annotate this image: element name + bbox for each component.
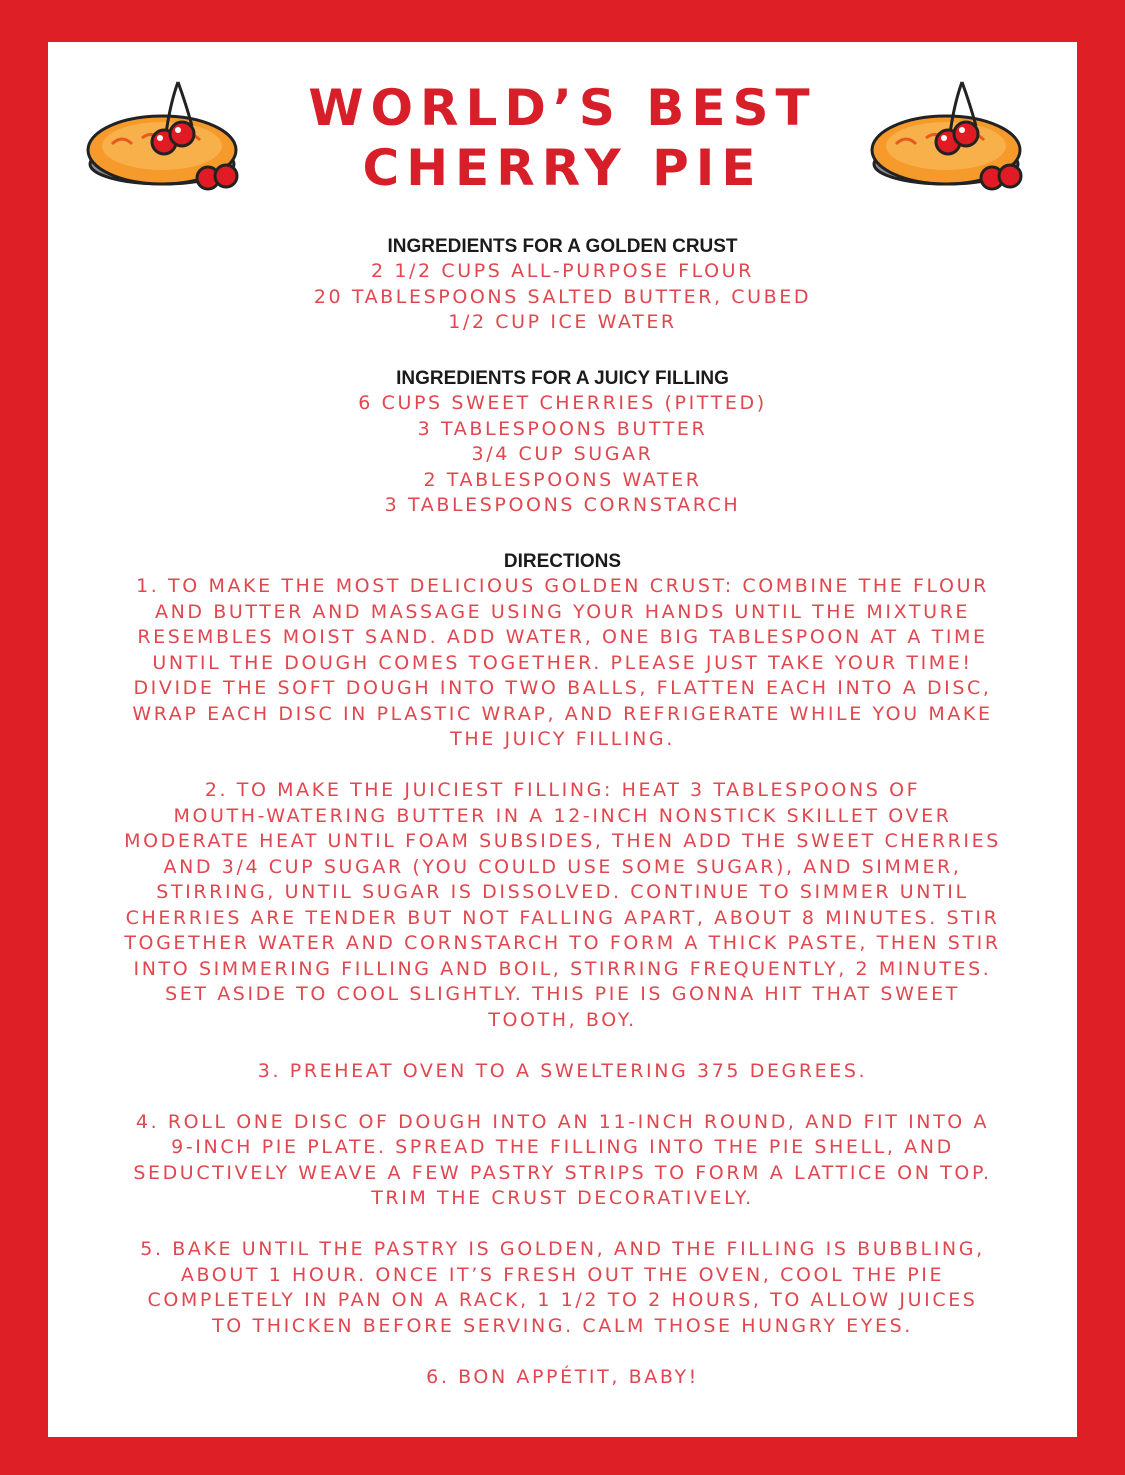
direction-line: TRIM THE CRUST DECORATIVELY. <box>371 1187 754 1209</box>
direction-line: AND 3/4 CUP SUGAR (YOU COULD USE SOME SUGAR), AND SIMMER, <box>163 855 962 878</box>
filling-section <box>48 366 1077 519</box>
direction-line: SEDUCTIVELY WEAVE A FEW PASTRY STRIPS TO FORM A LATTICE ON TOP. <box>133 1161 992 1184</box>
direction-line: UNTIL THE DOUGH COMES TOGETHER. PLEASE JUST TAKE YOUR TIME! <box>152 651 973 674</box>
crust-section <box>48 234 1077 336</box>
ingredient-item: 3/4 CUP SUGAR <box>471 443 654 465</box>
direction-line: CHERRIES ARE TENDER BUT NOT FALLING APART, ABOUT 8 MINUTES. STIR <box>125 906 1000 929</box>
direction-line: DIVIDE THE SOFT DOUGH INTO TWO BALLS, FLATTEN EACH INTO A DISC, <box>133 677 992 699</box>
direction-line: 1. TO MAKE THE MOST DELICIOUS GOLDEN CRUST: COMBINE THE FLOUR <box>136 575 989 597</box>
direction-line: 4. ROLL ONE DISC OF DOUGH INTO AN 11-INCH ROUND, AND FIT INTO A <box>135 1110 990 1133</box>
page-title <box>48 78 1077 198</box>
direction-line: TOOTH, BOY. <box>488 1008 637 1031</box>
direction-line: THE JUICY FILLING. <box>450 728 675 750</box>
crust-heading: INGREDIENTS FOR A GOLDEN CRUST <box>387 236 738 257</box>
direction-line: COMPLETELY IN PAN ON A RACK, 1 1/2 TO 2 HOURS, TO ALLOW JUICES <box>147 1289 978 1311</box>
direction-step <box>48 778 1077 1033</box>
direction-line: 9-INCH PIE PLATE. SPREAD THE FILLING INTO THE PIE SHELL, AND <box>171 1136 954 1158</box>
direction-line: INTO SIMMERING FILLING AND BOIL, STIRRING FREQUENTLY, 2 MINUTES. <box>133 957 992 980</box>
direction-line: MOUTH-WATERING BUTTER IN A 12-INCH NONSTICK SKILLET OVER <box>173 804 952 827</box>
ingredient-item: 20 TABLESPOONS SALTED BUTTER, CUBED <box>313 285 812 308</box>
direction-line: SET ASIDE TO COOL SLIGHTLY. THIS PIE IS GONNA HIT THAT SWEET <box>165 983 960 1005</box>
recipe-card <box>48 42 1077 1437</box>
ingredient-item: 2 TABLESPOONS WATER <box>423 468 702 491</box>
direction-line: WRAP EACH DISC IN PLASTIC WRAP, AND REFRIGERATE WHILE YOU MAKE <box>132 702 993 725</box>
ingredient-item: 6 CUPS SWEET CHERRIES (PITTED) <box>358 392 767 414</box>
direction-step <box>48 574 1077 753</box>
ingredient-item: 3 TABLESPOONS BUTTER <box>417 417 708 440</box>
ingredient-item: 3 TABLESPOONS CORNSTARCH <box>384 494 741 516</box>
direction-step <box>48 1059 1077 1085</box>
direction-line: AND BUTTER AND MASSAGE USING YOUR HANDS UNTIL THE MIXTURE <box>154 600 971 623</box>
direction-line: TO THICKEN BEFORE SERVING. CALM THOSE HUNGRY EYES. <box>212 1314 913 1337</box>
filling-heading: INGREDIENTS FOR A JUICY FILLING <box>396 368 729 389</box>
direction-line: RESEMBLES MOIST SAND. ADD WATER, ONE BIG TABLESPOON AT A TIME <box>137 626 988 648</box>
title-line-1: WORLD’S BEST <box>308 79 817 137</box>
direction-step <box>48 1110 1077 1212</box>
direction-line: 3. PREHEAT OVEN TO A SWELTERING 375 DEGREES. <box>257 1059 868 1082</box>
ingredient-item: 2 1/2 CUPS ALL-PURPOSE FLOUR <box>371 260 754 282</box>
direction-line: ABOUT 1 HOUR. ONCE IT’S FRESH OUT THE OVEN, COOL THE PIE <box>180 1263 945 1286</box>
direction-line: 5. BAKE UNTIL THE PASTRY IS GOLDEN, AND THE FILLING IS BUBBLING, <box>140 1238 985 1260</box>
direction-line: STIRRING, UNTIL SUGAR IS DISSOLVED. CONTINUE TO SIMMER UNTIL <box>156 881 969 903</box>
title-line-2: CHERRY PIE <box>362 139 763 197</box>
direction-line: TOGETHER WATER AND CORNSTARCH TO FORM A THICK PASTE, THEN STIR <box>124 932 1001 954</box>
direction-line: 2. TO MAKE THE JUICIEST FILLING: HEAT 3 TABLESPOONS OF <box>204 779 921 801</box>
directions-section <box>48 549 1077 1416</box>
direction-step <box>48 1237 1077 1339</box>
direction-step <box>48 1365 1077 1391</box>
directions-heading: DIRECTIONS <box>503 551 622 572</box>
direction-line: 6. BON APPÉTIT, BABY! <box>426 1365 699 1388</box>
direction-line: MODERATE HEAT UNTIL FOAM SUBSIDES, THEN ADD THE SWEET CHERRIES <box>124 830 1001 852</box>
ingredient-item: 1/2 CUP ICE WATER <box>448 311 677 333</box>
